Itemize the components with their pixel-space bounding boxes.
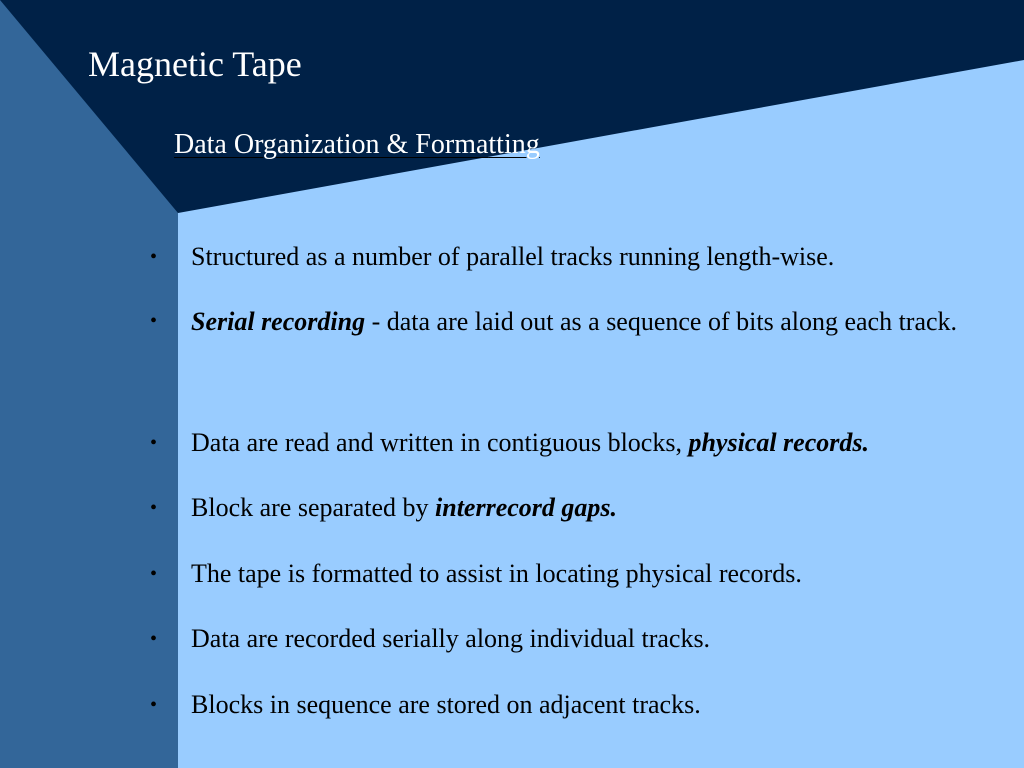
bullet-emphasis-text: physical records. bbox=[688, 428, 869, 457]
bullet-plain-text: The tape is formatted to assist in locating physical records. bbox=[191, 559, 802, 588]
bullet-item bbox=[150, 480, 1010, 536]
bullet-text bbox=[191, 546, 1010, 602]
bullet-text bbox=[191, 480, 1010, 536]
bullet-plain-text: - data are laid out as a sequence of bits along each track. bbox=[365, 307, 958, 336]
bullet-text bbox=[191, 229, 1010, 285]
slide-subtitle bbox=[174, 126, 540, 164]
bullet-plain-text: Data are read and written in contiguous blocks, bbox=[191, 428, 689, 457]
bullet-item bbox=[150, 546, 1010, 602]
subtitle-text-on-light: tting bbox=[488, 129, 540, 160]
bullet-emphasis-text: interrecord gaps. bbox=[435, 493, 618, 522]
bullet-icon: • bbox=[150, 628, 158, 650]
bullet-icon: • bbox=[150, 694, 158, 716]
subtitle-text-on-dark: Data Organization & Forma bbox=[174, 129, 489, 160]
bullet-item bbox=[150, 611, 1010, 667]
bullet-text bbox=[191, 611, 1010, 667]
bullet-item bbox=[150, 677, 1010, 733]
bullet-icon: • bbox=[150, 246, 158, 268]
bullet-plain-text: Blocks in sequence are stored on adjacent tracks. bbox=[191, 690, 701, 719]
slide-title: Magnetic Tape bbox=[88, 44, 302, 84]
bullet-item bbox=[150, 293, 1010, 350]
bullet-icon: • bbox=[150, 497, 158, 519]
bullet-icon: • bbox=[150, 432, 158, 454]
bullet-text bbox=[191, 293, 1010, 350]
bullet-plain-text: Block are separated by bbox=[191, 493, 436, 522]
bullet-icon: • bbox=[150, 563, 158, 585]
bullet-plain-text: Structured as a number of parallel tracks running length-wise. bbox=[191, 242, 835, 271]
bullet-text bbox=[191, 677, 1010, 733]
bullet-item bbox=[150, 229, 1010, 285]
bullet-item bbox=[150, 415, 1010, 471]
bullet-icon: • bbox=[150, 310, 158, 332]
bullet-text bbox=[191, 415, 1010, 471]
bullet-emphasis-text: Serial recording bbox=[191, 307, 366, 336]
bullet-plain-text: Data are recorded serially along individual tracks. bbox=[191, 624, 711, 653]
